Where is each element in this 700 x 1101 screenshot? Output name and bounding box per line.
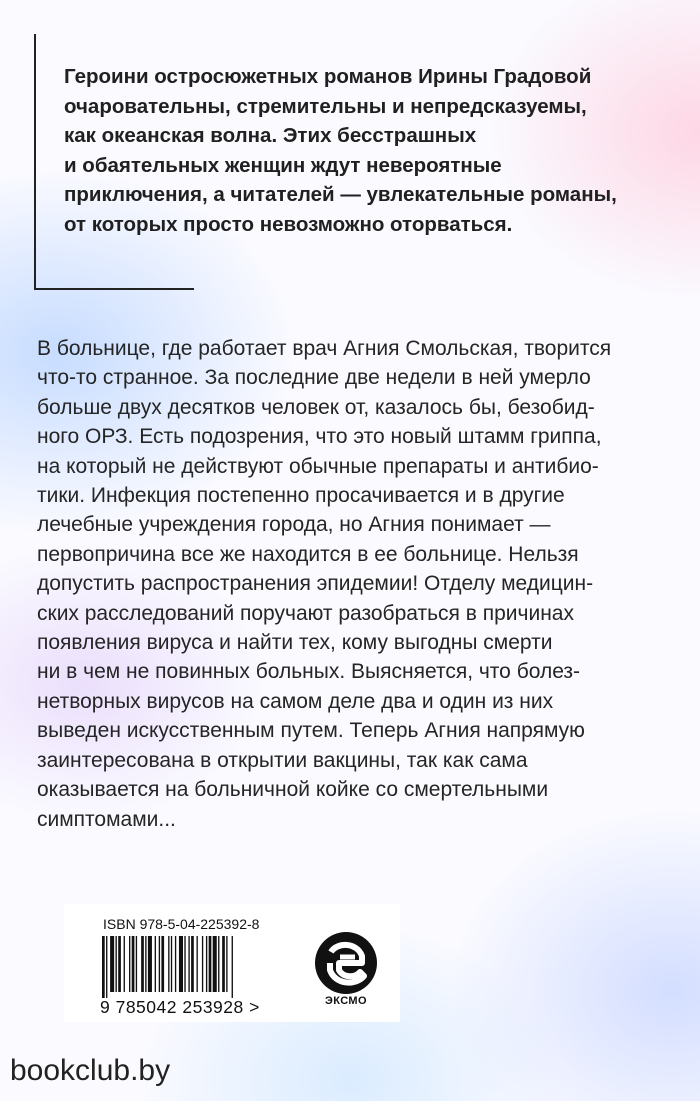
description-line: появления вируса и найти тех, кому выгодны смерти <box>37 631 553 655</box>
barcode-digits: 9 785042 253928 > <box>100 997 260 1017</box>
description-line: нетворных вирусов на самом деле два и один из них <box>37 689 554 713</box>
blurb-bracket-horizontal <box>34 288 194 290</box>
description-line: первопричина все же находится в ее больнице. Нельзя <box>37 542 579 566</box>
description-line: ни в чем не повинных больных. Выясняется, что болез- <box>37 660 581 684</box>
description-line: В больнице, где работает врач Агния Смольская, творится <box>37 337 612 360</box>
blurb-line: Героини остросюжетных романов Ирины Градовой <box>64 65 592 88</box>
description-line: ских расследований поручают разобраться в причинах <box>37 601 574 625</box>
description-line: тики. Инфекция постепенно просачивается и в другие <box>37 484 565 508</box>
blurb-line: как океанская волна. Этих бесстрашных <box>64 124 477 147</box>
description-line: больше двух десятков человек от, казалось бы, безобид- <box>37 395 595 419</box>
description-line: ного ОРЗ. Есть подозрения, что это новый штамм гриппа, <box>37 425 602 449</box>
eksmo-logo-icon <box>313 930 379 996</box>
blurb-line: приключения, а читателей — увлекательные романы, <box>64 183 617 206</box>
blurb-line: от которых просто невозможно оторваться. <box>64 212 513 236</box>
book-description <box>37 334 677 834</box>
description-line: оказывается на больничной койке со смертельными <box>37 778 549 802</box>
publisher-name: ЭКСМО <box>325 995 367 1007</box>
description-line: лечебные учреждения города, но Агния понимает — <box>37 513 551 537</box>
blurb-line: и обаятельных женщин ждут невероятные <box>64 153 502 177</box>
description-line: выведен искусственным путем. Теперь Агния напрямую <box>37 719 585 743</box>
description-line: на который не действуют обычные препараты и антибио- <box>37 454 599 478</box>
blurb-line: очаровательны, стремительны и непредсказуемы, <box>64 94 587 118</box>
watermark-text: bookclub.by <box>10 1054 171 1087</box>
description-line: заинтересована в открытии вакцины, так как сама <box>37 748 528 772</box>
description-line: симптомами... <box>37 807 176 831</box>
author-blurb <box>64 62 676 239</box>
blurb-bracket-vertical <box>34 34 36 290</box>
description-line: допустить распространения эпидемии! Отделу медицин- <box>37 572 594 596</box>
description-line: что-то странное. За последние две недели в ней умерло <box>37 366 591 390</box>
isbn-label: ISBN 978-5-04-225392-8 <box>103 916 260 932</box>
barcode-icon <box>100 936 280 998</box>
